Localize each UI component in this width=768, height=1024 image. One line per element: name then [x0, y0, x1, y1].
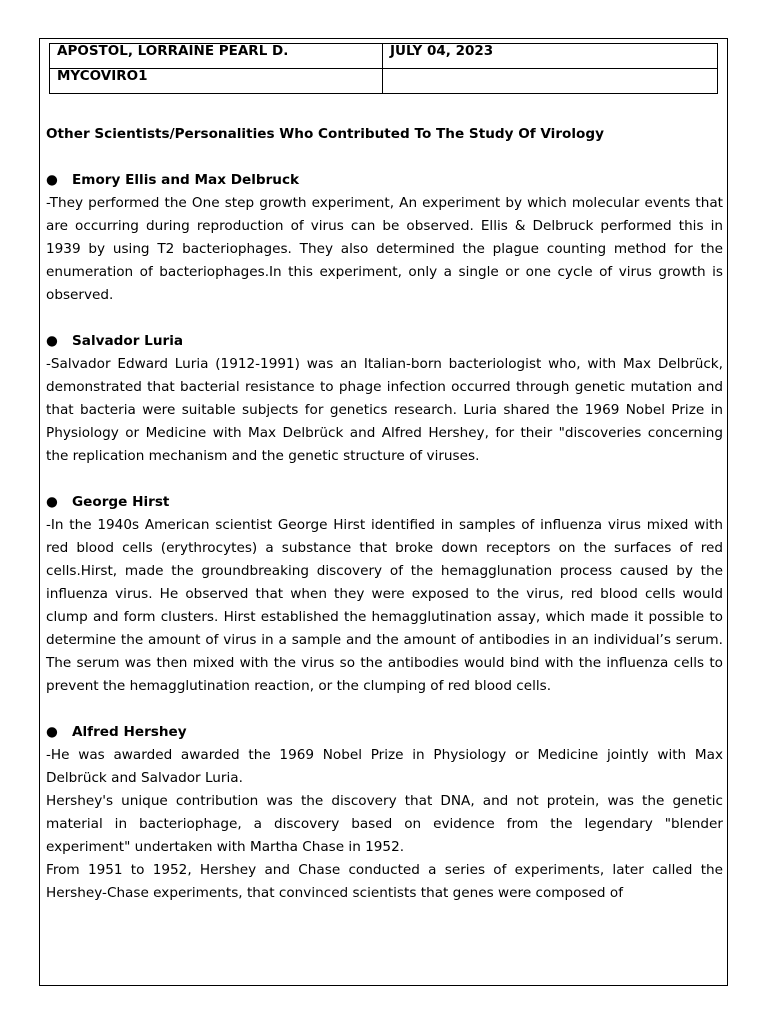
section-ellis-delbruck	[46, 169, 723, 307]
header-table	[49, 43, 718, 94]
empty-cell	[383, 69, 718, 94]
course-code: MYCOVIRO1	[50, 69, 383, 94]
section-heading: ● George Hirst	[46, 491, 723, 514]
bullet-icon: ●	[46, 172, 58, 188]
section-paragraph: -He was awarded awarded the 1969 Nobel Prize in Physiology or Medicine jointly with Max Delbrück and Salvador Luria.	[46, 747, 723, 786]
section-hirst	[46, 491, 723, 698]
section-hershey	[46, 721, 723, 905]
bullet-icon: ●	[46, 724, 58, 740]
section-paragraph: -They performed the One step growth experiment, An experiment by which molecular events that are occurring during reproduction of virus can be observed. Ellis & Delbruck performed this in 1939 by using T2 bacteriophages. They also determined the plague counting method for the enumeration of bacteriophages.In this experiment, only a single or one cycle of virus growth is observed.	[46, 195, 723, 303]
document-body	[46, 123, 723, 905]
section-paragraph: -Salvador Edward Luria (1912-1991) was an Italian-born bacteriologist who, with Max Delbrück, demonstrated that bacterial resistance to phage infection occurred through genetic mutation and that bacteria were suitable subjects for genetics research. Luria shared the 1969 Nobel Prize in Physiology or Medicine with Max Delbrück and Alfred Hershey, for their "discoveries concerning the replication mechanism and the genetic structure of viruses.	[46, 356, 723, 464]
document-date: JULY 04, 2023	[383, 44, 718, 69]
student-name: APOSTOL, LORRAINE PEARL D.	[50, 44, 383, 69]
section-heading: ● Salvador Luria	[46, 330, 723, 353]
section-heading: ● Emory Ellis and Max Delbruck	[46, 169, 723, 192]
document-title: Other Scientists/Personalities Who Contributed To The Study Of Virology	[46, 126, 604, 142]
document-page	[39, 38, 728, 986]
header-row	[50, 69, 718, 94]
section-luria	[46, 330, 723, 468]
header-row	[50, 44, 718, 69]
bullet-icon: ●	[46, 333, 58, 349]
bullet-icon: ●	[46, 494, 58, 510]
section-paragraph: From 1951 to 1952, Hershey and Chase conducted a series of experiments, later called the Hershey-Chase experiments, that convinced scientists that genes were composed of	[46, 862, 723, 901]
section-paragraph: Hershey's unique contribution was the discovery that DNA, and not protein, was the genetic material in bacteriophage, a discovery based on evidence from the legendary "blender experiment" undertaken with Martha Chase in 1952.	[46, 793, 723, 855]
section-heading: ● Alfred Hershey	[46, 721, 723, 744]
section-paragraph: -In the 1940s American scientist George Hirst identified in samples of influenza virus mixed with red blood cells (erythrocytes) a substance that broke down receptors on the surfaces of red cells.Hirst, made the groundbreaking discovery of the hemagglunation process caused by the influenza virus. He observed that when they were exposed to the virus, red blood cells would clump and form clusters. Hirst established the hemagglutination assay, which made it possible to determine the amount of virus in a sample and the amount of antibodies in an individual’s serum. The serum was then mixed with the virus so the antibodies would bind with the influenza cells to prevent the hemagglutination reaction, or the clumping of red blood cells.	[46, 517, 723, 694]
